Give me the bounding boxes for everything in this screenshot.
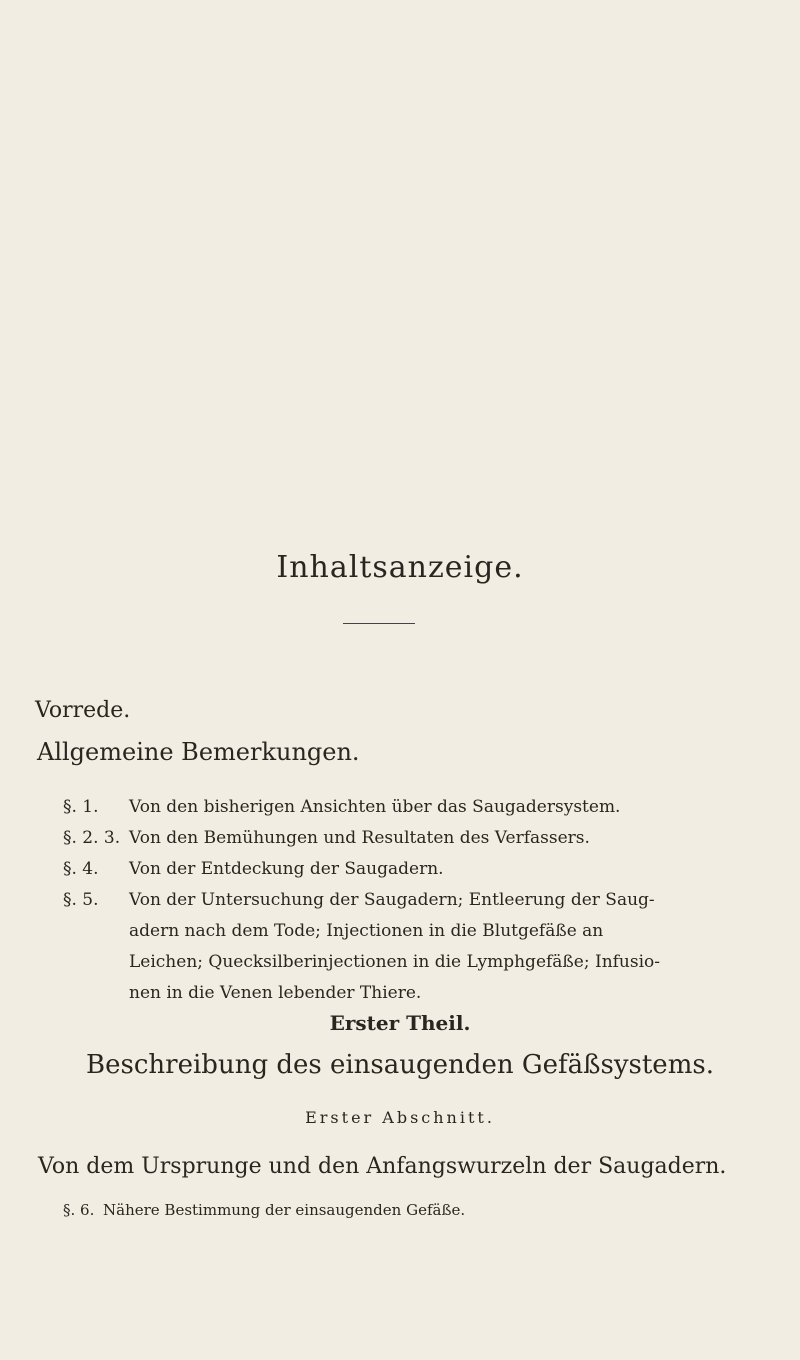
title-rule	[343, 623, 415, 624]
toc-entry	[63, 822, 763, 854]
section-text: Von der Untersuchung der Saugadern; Entleerung der Saug-	[129, 890, 655, 910]
toc-entry	[63, 1201, 465, 1219]
section-number: §. 6.	[63, 1201, 95, 1219]
section-text: Nähere Bestimmung der einsaugenden Gefäße.	[103, 1201, 466, 1219]
section-continuation: Leichen; Quecksilberinjectionen in die Lymphgefäße; Infusio-	[129, 952, 661, 972]
section-text: Von den bisherigen Ansichten über das Saugadersystem.	[129, 797, 621, 817]
section-text: Von den Bemühungen und Resultaten des Verfassers.	[129, 828, 590, 848]
part-title: Beschreibung des einsaugenden Gefäßsystems.	[86, 1050, 714, 1080]
section-continuation: adern nach dem Tode; Injectionen in die Blutgefäße an	[129, 921, 604, 941]
section-text: Von der Entdeckung der Saugadern.	[129, 859, 444, 879]
chapter-title: Von dem Ursprunge und den Anfangswurzeln der Saugadern.	[38, 1154, 727, 1179]
part-heading: Erster Theil.	[329, 1011, 471, 1035]
section-number: §. 4.	[63, 859, 99, 879]
section-number: §. 5.	[63, 890, 99, 910]
section-continuation: nen in die Venen lebender Thiere.	[129, 983, 422, 1003]
toc-entry	[63, 791, 763, 823]
section-number: §. 1.	[63, 797, 99, 817]
section-number: §. 2. 3.	[63, 828, 121, 848]
preface-heading: Vorrede.	[35, 698, 131, 723]
toc-entry	[63, 884, 763, 916]
toc-entry	[63, 853, 763, 885]
page-title: Inhaltsanzeige.	[276, 550, 524, 585]
general-remarks-heading: Allgemeine Bemerkungen.	[37, 738, 360, 766]
chapter-heading: Erster Abschnitt.	[305, 1108, 495, 1127]
